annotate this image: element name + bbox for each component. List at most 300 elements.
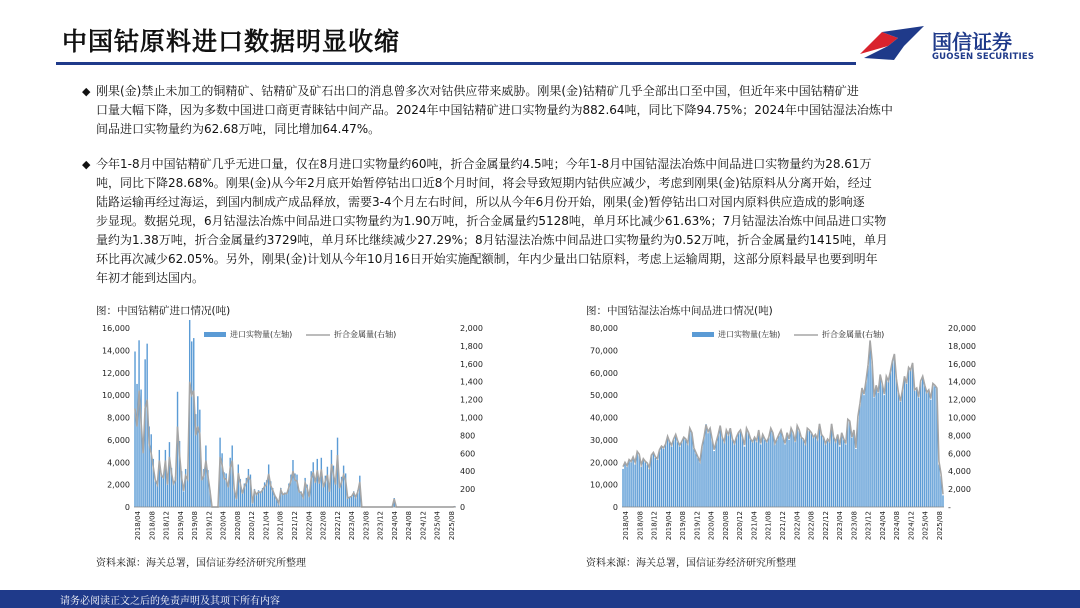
bar (776, 440, 777, 507)
y-left-tick-label: 14,000 (102, 346, 130, 356)
y-right-tick-label: 1,200 (460, 395, 483, 405)
logo-text-cn: 国信证券 (932, 30, 1012, 54)
bar (715, 442, 716, 507)
y-left-tick-label: 12,000 (102, 368, 130, 378)
bar (252, 504, 253, 507)
y-right-tick-label: 600 (460, 449, 476, 459)
x-tick-label: 2019/08 (191, 511, 200, 541)
bar (809, 431, 810, 507)
x-tick-label: 2023/12 (864, 511, 873, 541)
y-left-tick-label: 60,000 (590, 368, 618, 378)
x-tick-label: 2019/04 (176, 511, 185, 541)
bar (308, 497, 309, 507)
bar (742, 438, 743, 507)
chart-2-source: 资料来源：海关总署，国信证券经济研究所整理 (586, 558, 796, 569)
bar (343, 466, 344, 507)
bar (711, 440, 712, 507)
x-tick-label: 2018/04 (134, 511, 142, 541)
bar (709, 429, 710, 507)
bar (928, 391, 929, 507)
bar (877, 393, 878, 507)
bar (699, 462, 700, 507)
page-footer (0, 590, 1080, 608)
bar (764, 440, 765, 507)
paragraph-line: 年初才能到达国内。 (96, 271, 205, 285)
y-left-tick-label: 16,000 (102, 324, 130, 333)
guosen-logo-icon (858, 24, 928, 64)
paragraph-line: 环比再次减少62.05%。另外，刚果(金)计划从今年10月16日开始实施配额制，年内少量出口钴原料，考虑上运输周期，这部分原料最早也要到明年 (96, 252, 878, 266)
bar (894, 355, 895, 507)
legend-label: 进口实物量(左轴) (718, 330, 781, 339)
legend-bar-swatch (204, 332, 226, 337)
bar (136, 384, 137, 507)
x-tick-label: 2018/12 (162, 511, 171, 541)
bar (689, 429, 690, 507)
bar (807, 429, 808, 507)
bar (157, 485, 158, 507)
bar (159, 450, 160, 507)
y-left-tick-label: 2,000 (107, 480, 130, 490)
bar (772, 433, 773, 507)
bar (924, 386, 925, 507)
bar (766, 442, 767, 507)
paragraph-line: 间品进口实物量约为62.68万吨，同比增加64.47%。 (96, 122, 381, 136)
x-tick-label: 2024/12 (907, 511, 916, 541)
footer-disclaimer: 请务必阅读正文之后的免责声明及其项下所有内容 (60, 596, 280, 607)
chart-cobalt-concentrate-imports (90, 320, 500, 550)
bar (896, 379, 897, 507)
bar (823, 438, 824, 507)
bar (833, 438, 834, 507)
paragraph-line: 口量大幅下降，因为多数中国进口商更青睐钴中间产品。2024年中国钴精矿进口实物量约为882.64吨，同比下降94.75%；2024年中国钴湿法冶炼中 (96, 103, 893, 117)
x-tick-label: 2021/12 (291, 511, 299, 541)
bar (839, 447, 840, 507)
bar (744, 447, 745, 507)
bar (879, 375, 880, 507)
bar (655, 458, 656, 507)
x-tick-label: 2024/12 (419, 511, 428, 541)
x-tick-label: 2021/08 (764, 511, 773, 541)
bar (748, 433, 749, 507)
bar (841, 433, 842, 507)
bar (770, 429, 771, 507)
x-tick-label: 2019/12 (693, 511, 702, 541)
bar (687, 444, 688, 507)
bar (165, 450, 166, 507)
bar (865, 382, 866, 507)
diamond-bullet-icon: ◆ (82, 158, 91, 171)
bar (867, 366, 868, 507)
bar (819, 424, 820, 507)
x-tick-label: 2023/08 (850, 511, 859, 541)
bar (201, 478, 202, 507)
bar (138, 340, 139, 507)
x-tick-label: 2018/04 (622, 511, 630, 541)
paragraph-line: 步显现。数据兑现，6月钴湿法冶炼中间品进口实物量约为1.90万吨，折合金属量约5128吨，单月环比减少61.63%；7月钴湿法冶炼中间品进口实物 (96, 214, 887, 228)
bar (697, 458, 698, 507)
bar (942, 495, 943, 507)
x-tick-label: 2024/04 (878, 511, 887, 541)
bar (161, 473, 162, 507)
bar (167, 485, 168, 507)
bar (193, 338, 194, 507)
legend-bar-swatch (692, 332, 714, 337)
y-left-tick-label: 40,000 (590, 413, 618, 423)
bar (938, 464, 939, 507)
bar (784, 444, 785, 507)
y-right-tick-label: 1,000 (460, 413, 483, 423)
bar (859, 404, 860, 507)
bar (329, 490, 330, 507)
y-left-tick-label: 10,000 (590, 480, 618, 490)
bar (671, 447, 672, 507)
bar (339, 486, 340, 507)
bar (296, 475, 297, 507)
bar (918, 397, 919, 507)
bar (746, 429, 747, 507)
x-tick-label: 2018/12 (650, 511, 659, 541)
bar (651, 456, 652, 507)
legend-label: 折合金属量(右轴) (334, 330, 397, 339)
bar (796, 426, 797, 507)
x-tick-label: 2020/12 (248, 511, 257, 541)
bar (347, 498, 348, 507)
bar (260, 491, 261, 507)
x-tick-label: 2021/04 (262, 511, 271, 541)
bar (752, 442, 753, 507)
bar (738, 433, 739, 507)
bar (685, 440, 686, 507)
x-tick-label: 2024/04 (390, 511, 399, 541)
bar (932, 384, 933, 507)
bar (825, 444, 826, 507)
legend-label: 进口实物量(左轴) (230, 330, 293, 339)
bar (675, 435, 676, 507)
bar (811, 433, 812, 507)
chart-1-source: 资料来源：海关总署，国信证券经济研究所整理 (96, 558, 306, 569)
bar (792, 433, 793, 507)
y-right-tick-label: - (948, 503, 951, 512)
bar (639, 456, 640, 507)
bar (934, 386, 935, 507)
page-title: 中国钴原料进口数据明显收缩 (62, 27, 401, 56)
bar (268, 464, 269, 507)
bar (892, 362, 893, 507)
bar (242, 494, 243, 507)
bar (782, 438, 783, 507)
bar (900, 402, 901, 507)
bar (845, 444, 846, 507)
bar (851, 438, 852, 507)
bar (205, 445, 206, 507)
bar (713, 451, 714, 507)
diamond-bullet-icon: ◆ (82, 85, 91, 98)
bar (831, 424, 832, 507)
x-tick-label: 2019/08 (679, 511, 688, 541)
paragraph-2 (82, 155, 1016, 288)
bar (313, 462, 314, 507)
bar (681, 442, 682, 507)
bar (920, 382, 921, 507)
y-right-tick-label: 20,000 (948, 324, 976, 333)
bar (827, 440, 828, 507)
paragraph-line: 吨，同比下降28.68%。刚果(金)从今年2月底开始暂停钴出口近8个月时间，将会导致短期内钴供应减少，考虑到刚果(金)钴原料从分离开始，经过 (96, 176, 872, 190)
x-tick-label: 2020/12 (736, 511, 745, 541)
bar (323, 485, 324, 507)
bar (815, 435, 816, 507)
x-tick-label: 2020/04 (707, 511, 716, 541)
bar (837, 435, 838, 507)
x-tick-label: 2024/08 (405, 511, 414, 541)
bar (886, 377, 887, 507)
y-right-tick-label: 400 (460, 467, 476, 477)
y-left-tick-label: 50,000 (590, 391, 618, 401)
y-left-tick-label: 0 (124, 503, 130, 512)
bar (695, 453, 696, 507)
x-tick-label: 2018/08 (148, 511, 157, 541)
bar (628, 460, 629, 507)
bar (788, 440, 789, 507)
x-tick-label: 2025/08 (936, 511, 944, 541)
bar (643, 460, 644, 507)
bar (286, 492, 287, 507)
bar (169, 442, 170, 507)
bar (855, 449, 856, 507)
bar (916, 388, 917, 507)
x-tick-label: 2020/08 (233, 511, 242, 541)
paragraph-line: 今年1-8月中国钴精矿几乎无进口量，仅在8月进口实物量约60吨，折合金属量约4.5吨；今年1-8月中国钴湿法冶炼中间品进口实物量约为28.61万 (96, 157, 872, 171)
bar (774, 444, 775, 507)
bar (282, 494, 283, 507)
paragraph-line: 刚果(金)禁止未加工的铜精矿、钴精矿及矿石出口的消息曾多次对钴供应带来威胁。刚果(金)钴精矿几乎全部出口至中国，但近年来中国钴精矿进 (96, 84, 859, 98)
y-left-tick-label: 10,000 (102, 391, 130, 401)
y-right-tick-label: 16,000 (948, 359, 976, 369)
bar (853, 431, 854, 507)
bar (732, 440, 733, 507)
bar (730, 429, 731, 507)
bar (890, 373, 891, 507)
y-left-tick-label: 80,000 (590, 324, 618, 333)
x-tick-label: 2019/12 (205, 511, 214, 541)
x-tick-label: 2019/04 (664, 511, 673, 541)
bar (677, 442, 678, 507)
bar (634, 464, 635, 507)
bar (780, 431, 781, 507)
y-left-tick-label: 6,000 (107, 435, 130, 445)
y-right-tick-label: 1,600 (460, 359, 483, 369)
bar (717, 435, 718, 507)
bar (683, 438, 684, 507)
bar (910, 371, 911, 507)
bar (321, 458, 322, 507)
bar (801, 438, 802, 507)
bar (790, 429, 791, 507)
bar (349, 497, 350, 507)
bar (327, 467, 328, 507)
y-right-tick-label: 4,000 (948, 467, 971, 477)
bar (641, 467, 642, 507)
bar (653, 453, 654, 507)
bar (906, 384, 907, 507)
y-right-tick-label: 2,000 (948, 485, 971, 495)
bar (813, 438, 814, 507)
bar (930, 400, 931, 507)
bar (191, 341, 192, 507)
legend-label: 折合金属量(右轴) (822, 330, 885, 339)
bar (720, 426, 721, 507)
bar (875, 386, 876, 507)
x-tick-label: 2022/12 (333, 511, 342, 541)
x-tick-label: 2024/08 (893, 511, 902, 541)
bar (726, 431, 727, 507)
bar (236, 499, 237, 507)
bar (750, 440, 751, 507)
x-tick-label: 2022/08 (319, 511, 328, 541)
bar (873, 397, 874, 507)
bar (632, 458, 633, 507)
page-header (0, 0, 1080, 66)
bar (882, 384, 883, 507)
bar (778, 435, 779, 507)
bar (155, 481, 156, 507)
y-right-tick-label: 18,000 (948, 341, 976, 351)
y-right-tick-label: 10,000 (948, 413, 976, 423)
y-right-tick-label: 200 (460, 485, 476, 495)
y-left-tick-label: 30,000 (590, 435, 618, 445)
bar (805, 444, 806, 507)
x-tick-label: 2022/04 (793, 511, 802, 541)
bar (786, 433, 787, 507)
x-tick-label: 2022/04 (305, 511, 314, 541)
y-right-tick-label: 800 (460, 431, 476, 441)
bar (649, 469, 650, 507)
bar (647, 464, 648, 507)
bar (734, 444, 735, 507)
paragraph-1 (82, 82, 1016, 139)
bar (659, 451, 660, 507)
x-tick-label: 2020/04 (219, 511, 228, 541)
bar (762, 435, 763, 507)
y-right-tick-label: 6,000 (948, 449, 971, 459)
chart-cobalt-intermediate-imports (578, 320, 988, 550)
bar (835, 442, 836, 507)
x-tick-label: 2018/08 (636, 511, 645, 541)
bar (768, 438, 769, 507)
bar (227, 486, 228, 507)
y-right-tick-label: 8,000 (948, 431, 971, 441)
bar (888, 382, 889, 507)
x-tick-label: 2025/04 (921, 511, 930, 541)
bar (902, 391, 903, 507)
bar (661, 447, 662, 507)
bar (736, 438, 737, 507)
bar (821, 435, 822, 507)
bar (703, 438, 704, 507)
x-tick-label: 2022/12 (821, 511, 830, 541)
bar (351, 496, 352, 507)
bar (134, 351, 135, 507)
y-right-tick-label: 12,000 (948, 395, 976, 405)
bar (863, 395, 864, 507)
bar (197, 396, 198, 507)
bar (705, 424, 706, 507)
y-left-tick-label: 0 (612, 503, 618, 512)
bar (707, 433, 708, 507)
bar (740, 431, 741, 507)
paragraph-line: 陆路运输再经过海运，到国内制成产成品释放，需要3-4个月左右时间，所以从今年6月份开始，刚果(金)暂停钴出口对国内原料供应造成的影响逐 (96, 195, 865, 209)
bar (908, 368, 909, 507)
y-right-tick-label: 1,400 (460, 377, 483, 387)
bar (673, 440, 674, 507)
bar (794, 442, 795, 507)
y-left-tick-label: 8,000 (107, 413, 130, 423)
bar (884, 395, 885, 507)
bar (817, 440, 818, 507)
x-tick-label: 2021/12 (779, 511, 787, 541)
bar (163, 475, 164, 507)
header-divider (56, 62, 856, 65)
bar (914, 391, 915, 507)
y-left-tick-label: 4,000 (107, 458, 130, 468)
bar (636, 453, 637, 507)
y-right-tick-label: 14,000 (948, 377, 976, 387)
x-tick-label: 2020/08 (721, 511, 730, 541)
bar (665, 444, 666, 507)
bar (724, 442, 725, 507)
chart-2-title: 图：中国钴湿法冶炼中间品进口情况(吨) (586, 305, 773, 317)
bar (669, 442, 670, 507)
bar (760, 444, 761, 507)
bar (722, 438, 723, 507)
bar (922, 377, 923, 507)
paragraph-line: 量约为1.38万吨，折合金属量约3729吨，单月环比继续减少27.29%；8月钴湿法冶炼中间品进口实物量约为0.52万吨，折合金属量约1415吨，单月 (96, 233, 888, 247)
bar (292, 460, 293, 507)
bar (693, 449, 694, 507)
y-right-tick-label: 2,000 (460, 324, 483, 333)
brand-logo (858, 24, 1038, 64)
bar (803, 440, 804, 507)
bar (317, 459, 318, 507)
bar (869, 341, 870, 507)
bar (679, 447, 680, 507)
bar (657, 460, 658, 507)
bar (151, 434, 152, 507)
bar (667, 438, 668, 507)
logo-text-en: GUOSEN SECURITIES (932, 52, 1035, 62)
bar (798, 431, 799, 507)
y-left-tick-label: 20,000 (590, 458, 618, 468)
bar (756, 442, 757, 507)
x-tick-label: 2025/04 (433, 511, 442, 541)
chart-1-title: 图：中国钴精矿进口情况(吨) (96, 305, 231, 317)
x-tick-label: 2022/08 (807, 511, 816, 541)
bar (183, 491, 184, 507)
bar (754, 438, 755, 507)
bar (861, 388, 862, 507)
x-tick-label: 2023/04 (836, 511, 845, 541)
bar (630, 462, 631, 507)
x-tick-label: 2021/08 (276, 511, 285, 541)
bar (624, 464, 625, 507)
y-left-tick-label: 70,000 (590, 346, 618, 356)
x-tick-label: 2023/08 (362, 511, 371, 541)
y-right-tick-label: 1,800 (460, 341, 483, 351)
bar (912, 364, 913, 507)
bar (926, 393, 927, 507)
y-right-tick-label: 0 (460, 503, 466, 512)
bar (898, 393, 899, 507)
bar (691, 433, 692, 507)
